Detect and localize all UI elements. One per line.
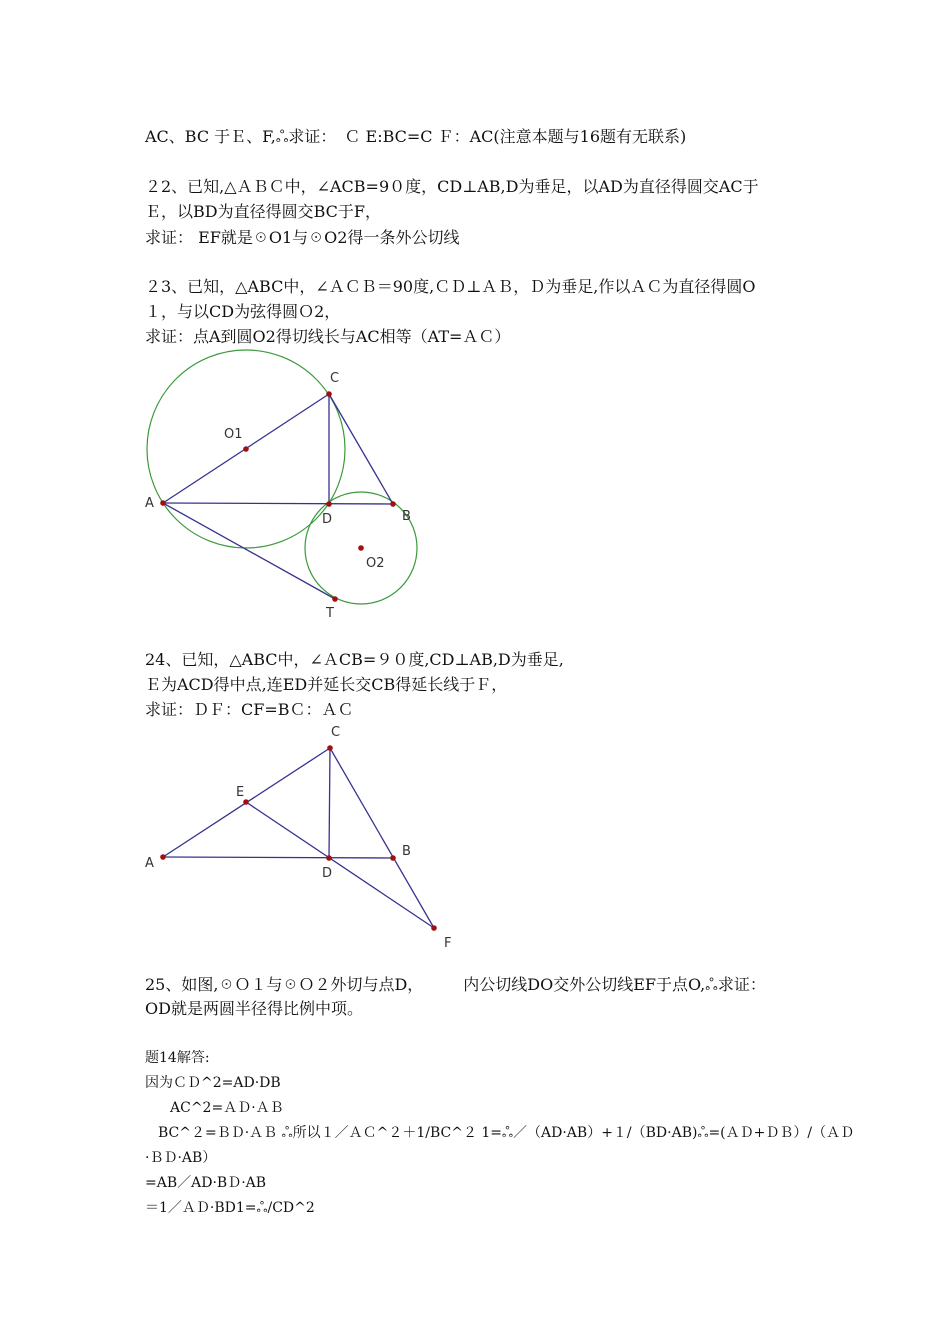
- label-d: D: [322, 512, 333, 527]
- label-b: B: [402, 509, 411, 524]
- label-c: C: [330, 371, 340, 386]
- solution-14-line-1: 因为ＣＤ^2=AD·DB: [145, 1075, 281, 1091]
- problem-23-line-1: ２3、已知，△ABC中，∠ＡＣＢ＝90度,ＣＤ⊥ＡＢ，Ｄ为垂足,作以ＡＣ为直径得圆O: [145, 277, 756, 296]
- label-d: D: [322, 866, 333, 881]
- label-f: F: [444, 936, 452, 951]
- segment-cd: [329, 748, 330, 858]
- problem-25-line-1: 25、如图,☉Ｏ１与☉Ｏ２外切与点D， 内公切线DO交外公切线EF于点O,ஃ求证：: [145, 975, 766, 994]
- point-b: [390, 855, 396, 861]
- point-c: [327, 745, 333, 751]
- label-b: B: [402, 844, 411, 859]
- label-e: E: [236, 785, 245, 800]
- label-o2: O2: [366, 556, 385, 571]
- label-t: T: [326, 606, 334, 621]
- point-e: [243, 799, 249, 805]
- solution-14-line-4: ·ＢＤ·AB）: [145, 1150, 217, 1166]
- solution-14-line-6: ＝1／ＡＤ·BD1=ஃ/CD^2: [145, 1200, 315, 1216]
- label-a: A: [145, 856, 154, 871]
- problem-23-line-3: 求证：点A到圆O2得切线长与AC相等（AT=ＡＣ）: [145, 327, 511, 346]
- problem-23-line-2: １，与以CD为弦得圆Ｏ2，: [145, 302, 341, 321]
- problem-22-line-1: ２2、已知,△ＡＢＣ中，∠ACB=9０度，CD⊥AB,D为垂足，以AD为直径得圆交AC于: [145, 177, 759, 196]
- problem-24-line-3: 求证：ＤＦ：CF=BＣ：ＡＣ: [145, 700, 354, 719]
- solution-14-line-3: BC^２=ＢＤ·ＡＢ ஃ所以１／ＡＣ^２＋1/BC^２ 1=ஃ／（AD·AB）+１/（BD·AB)ஃ=(ＡＤ+ＤＢ）/（ＡＤ: [158, 1125, 855, 1141]
- solution-14-line-5: =AB／AD·BＤ·AB: [145, 1175, 267, 1191]
- problem-22-line-3: 求证： EF就是☉O1与☉O2得一条外公切线: [145, 228, 460, 247]
- segment-ab: [163, 857, 393, 858]
- segment-cf: [330, 748, 434, 928]
- solution-14-title: 题14解答:: [145, 1050, 210, 1066]
- solution-14-line-2: AC^2=ＡＤ·ＡＢ: [170, 1100, 284, 1116]
- label-a: A: [145, 496, 154, 511]
- label-c: C: [331, 725, 341, 740]
- problem-22-line-2: Ｅ，以BD为直径得圆交BC于F，: [145, 202, 381, 221]
- point-d: [326, 855, 332, 861]
- point-f: [431, 925, 437, 931]
- point-a: [160, 854, 166, 860]
- problem-25-line-2: OD就是两圆半径得比例中项。: [145, 999, 363, 1018]
- text-line-1: AC、BC 于Ｅ、F,ஃ求证： Ｃ E:BC=C Ｆ：AC(注意本题与16题有无联系): [145, 127, 687, 146]
- problem-24-line-2: Ｅ为ACD得中点,连ED并延长交CB得延长线于Ｆ，: [145, 675, 508, 694]
- problem-24-line-1: 24、已知，△ABC中，∠ＡCB=９０度,CD⊥AB,D为垂足,: [145, 650, 564, 669]
- label-o1: O1: [224, 427, 243, 442]
- segment-ef: [246, 802, 434, 928]
